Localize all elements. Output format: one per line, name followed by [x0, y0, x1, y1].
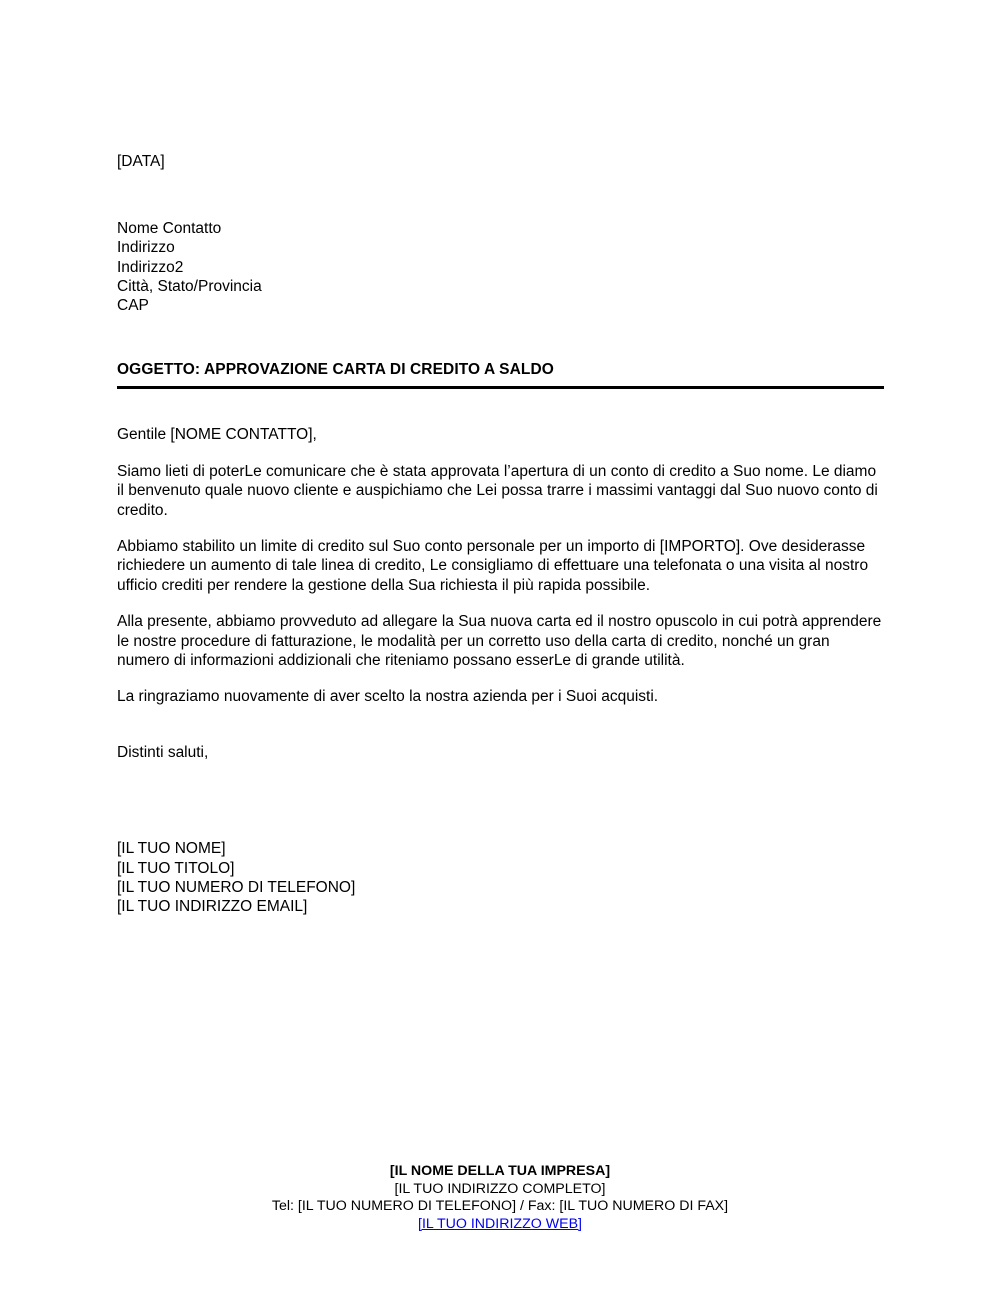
footer-contact: Tel: [IL TUO NUMERO DI TELEFONO] / Fax: [IL TUO NUMERO DI FAX] [271, 1198, 729, 1215]
recipient-address-block [117, 219, 884, 315]
subject-heading: OGGETTO: APPROVAZIONE CARTA DI CREDITO A SALDO [117, 361, 554, 379]
signature-line-title: [IL TUO TITOLO] [117, 859, 235, 877]
footer-website-link[interactable]: [IL TUO INDIRIZZO WEB] [418, 1215, 582, 1232]
salutation: Gentile [NOME CONTATTO], [117, 426, 317, 444]
page-footer [0, 1163, 1000, 1233]
footer-company-name: [IL NOME DELLA TUA IMPRESA] [389, 1163, 611, 1179]
footer-address: [IL TUO INDIRIZZO COMPLETO] [394, 1180, 606, 1197]
spacer-signature-gap-1 [117, 762, 884, 818]
paragraph-thanks: La ringraziamo nuovamente di aver scelto la nostra azienda per i Suoi acquisti. [117, 688, 659, 706]
spacer-paragraph-1 [117, 520, 884, 537]
spacer-paragraph-2 [117, 595, 884, 612]
recipient-line-name: Nome Contatto [117, 220, 222, 238]
spacer-after-date [117, 171, 884, 219]
spacer-after-salutation [117, 445, 884, 462]
spacer-before-closing [117, 707, 884, 743]
paragraph-approval: Siamo lieti di poterLe comunicare che è stata approvata l’apertura di un conto di credito a Suo nome. Le diamo il benvenuto quale nuovo cliente e auspichiamo che Lei possa trarre i massimi vantaggi dal Suo nuovo conto di credito. [117, 462, 878, 519]
signature-line-phone: [IL TUO NUMERO DI TELEFONO] [117, 878, 356, 896]
closing-salutation: Distinti saluti, [117, 743, 209, 761]
signature-line-email: [IL TUO INDIRIZZO EMAIL] [117, 897, 308, 915]
recipient-line-city-state: Città, Stato/Provincia [117, 277, 262, 295]
spacer-before-subject [117, 315, 884, 360]
signature-line-name: [IL TUO NOME] [117, 840, 226, 858]
signature-block [117, 839, 884, 916]
spacer-paragraph-3 [117, 670, 884, 687]
letter-body [117, 152, 884, 916]
recipient-line-postal-code: CAP [117, 297, 149, 315]
date-placeholder: [DATA] [117, 153, 165, 170]
footer-website-line [0, 1216, 1000, 1234]
spacer-signature-gap-2 [117, 818, 884, 839]
paragraph-enclosures: Alla presente, abbiamo provveduto ad allegare la Sua nuova carta ed il nostro opuscolo in cui potrà apprendere le nostre procedure di fatturazione, le modalità per un corretto uso della carta di credito, nonché un gran numero di informazioni addizionali che riteniamo possano esserLe di grande utilità. [117, 613, 882, 670]
subject-section [117, 360, 884, 389]
spacer-after-subject [117, 389, 884, 425]
recipient-line-address2: Indirizzo2 [117, 258, 184, 276]
recipient-line-address1: Indirizzo [117, 239, 175, 257]
paragraph-credit-limit: Abbiamo stabilito un limite di credito sul Suo conto personale per un importo di [IMPORTO]. Ove desiderasse richiedere un aumento di tale linea di credito, Le consigliamo di effettuare una telefonata o una visita al nostro ufficio crediti per rendere la gestione della Sua richiesta il più rapida possibile. [117, 538, 869, 594]
